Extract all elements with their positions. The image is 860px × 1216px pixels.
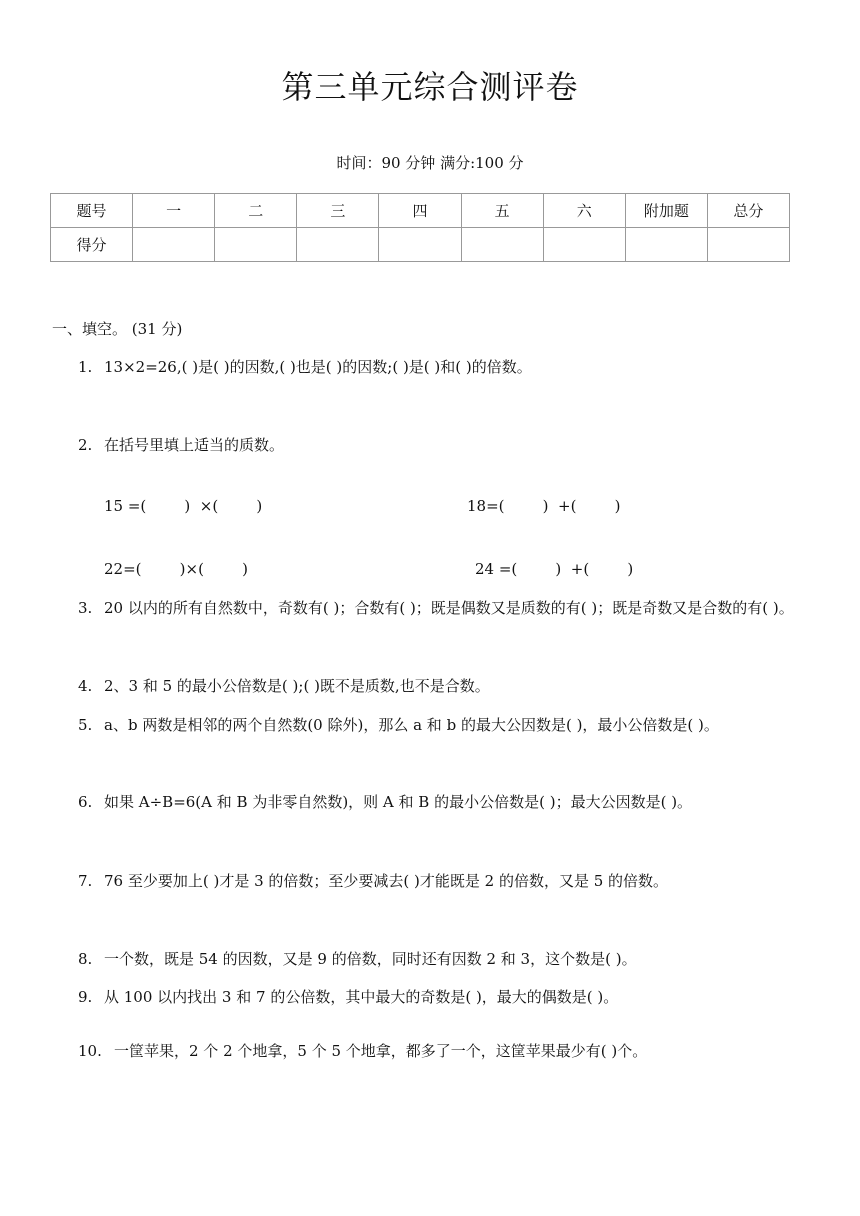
exam-info: 时间：90 分钟 满分:100 分 (336, 154, 524, 172)
page-title: 第三单元综合测评卷 (281, 68, 579, 106)
score-cell[interactable] (215, 228, 297, 262)
question-number: 1. (78, 358, 93, 376)
question-text: 13×2=26,( )是( )的因数,( )也是( )的因数;( )是( )和( )的倍数。 (104, 358, 532, 376)
question-2 (78, 426, 810, 464)
question-4 (78, 667, 810, 705)
question-text: 2、3 和 5 的最小公倍数是( );( )既不是质数,也不是合数。 (104, 677, 490, 695)
question-10 (78, 1032, 810, 1070)
score-table-score-row (51, 228, 790, 262)
equation-24: 24 =( ) +( ) (475, 560, 634, 578)
question-1 (78, 348, 810, 386)
header-cell: 三 (297, 194, 379, 228)
question-text: 在括号里填上适当的质数。 (104, 436, 285, 454)
score-cell[interactable] (461, 228, 543, 262)
question-8 (78, 940, 810, 978)
question-text: 一筐苹果，2 个 2 个地拿，5 个 5 个地拿，都多了一个，这筐苹果最少有( )个。 (114, 1042, 648, 1060)
header-cell: 总分 (707, 194, 789, 228)
question-3 (78, 589, 810, 627)
question-number: 9. (78, 988, 93, 1006)
header-cell: 五 (461, 194, 543, 228)
question-9 (78, 978, 810, 1016)
score-cell[interactable] (379, 228, 461, 262)
score-row-label: 得分 (51, 228, 133, 262)
header-cell: 四 (379, 194, 461, 228)
question-number: 4. (78, 677, 93, 695)
question-number: 2. (78, 436, 93, 454)
question-number: 3. (78, 599, 93, 617)
question-text: 从 100 以内找出 3 和 7 的公倍数，其中最大的奇数是( )，最大的偶数是( )。 (104, 988, 619, 1006)
header-cell: 一 (133, 194, 215, 228)
question-7 (78, 862, 810, 900)
header-cell: 二 (215, 194, 297, 228)
question-text: 如果 A÷B=6(A 和 B 为非零自然数)，则 A 和 B 的最小公倍数是( )；最大公因数是( )。 (104, 793, 693, 811)
question-5 (78, 706, 810, 744)
question-number: 7. (78, 872, 93, 890)
score-cell[interactable] (543, 228, 625, 262)
section-heading: 一、填空。 (31 分) (52, 320, 183, 338)
score-cell[interactable] (625, 228, 707, 262)
question-6 (78, 783, 810, 821)
question-text: 20 以内的所有自然数中，奇数有( )；合数有( )；既是偶数又是质数的有( )；既是奇数又是合数的有( )。 (104, 599, 794, 617)
equation-15: 15 =( ) ×( ) (104, 497, 263, 515)
score-cell[interactable] (133, 228, 215, 262)
score-cell[interactable] (297, 228, 379, 262)
question-number: 6. (78, 793, 93, 811)
question-number: 8. (78, 950, 93, 968)
score-cell[interactable] (707, 228, 789, 262)
question-text: 一个数，既是 54 的因数，又是 9 的倍数，同时还有因数 2 和 3，这个数是( )。 (104, 950, 637, 968)
header-cell: 附加题 (625, 194, 707, 228)
header-cell: 题号 (51, 194, 133, 228)
question-number: 10. (78, 1042, 102, 1060)
question-number: 5. (78, 716, 93, 734)
score-table (50, 193, 790, 262)
equation-18: 18=( ) +( ) (467, 497, 621, 515)
header-cell: 六 (543, 194, 625, 228)
equation-22: 22=( )×( ) (104, 560, 248, 578)
question-text: 76 至少要加上( )才是 3 的倍数；至少要减去( )才能既是 2 的倍数，又是 5 的倍数。 (104, 872, 669, 890)
question-text: a、b 两数是相邻的两个自然数(0 除外)，那么 a 和 b 的最大公因数是( )，最小公倍数是( )。 (104, 716, 719, 734)
score-table-header-row (51, 194, 790, 228)
